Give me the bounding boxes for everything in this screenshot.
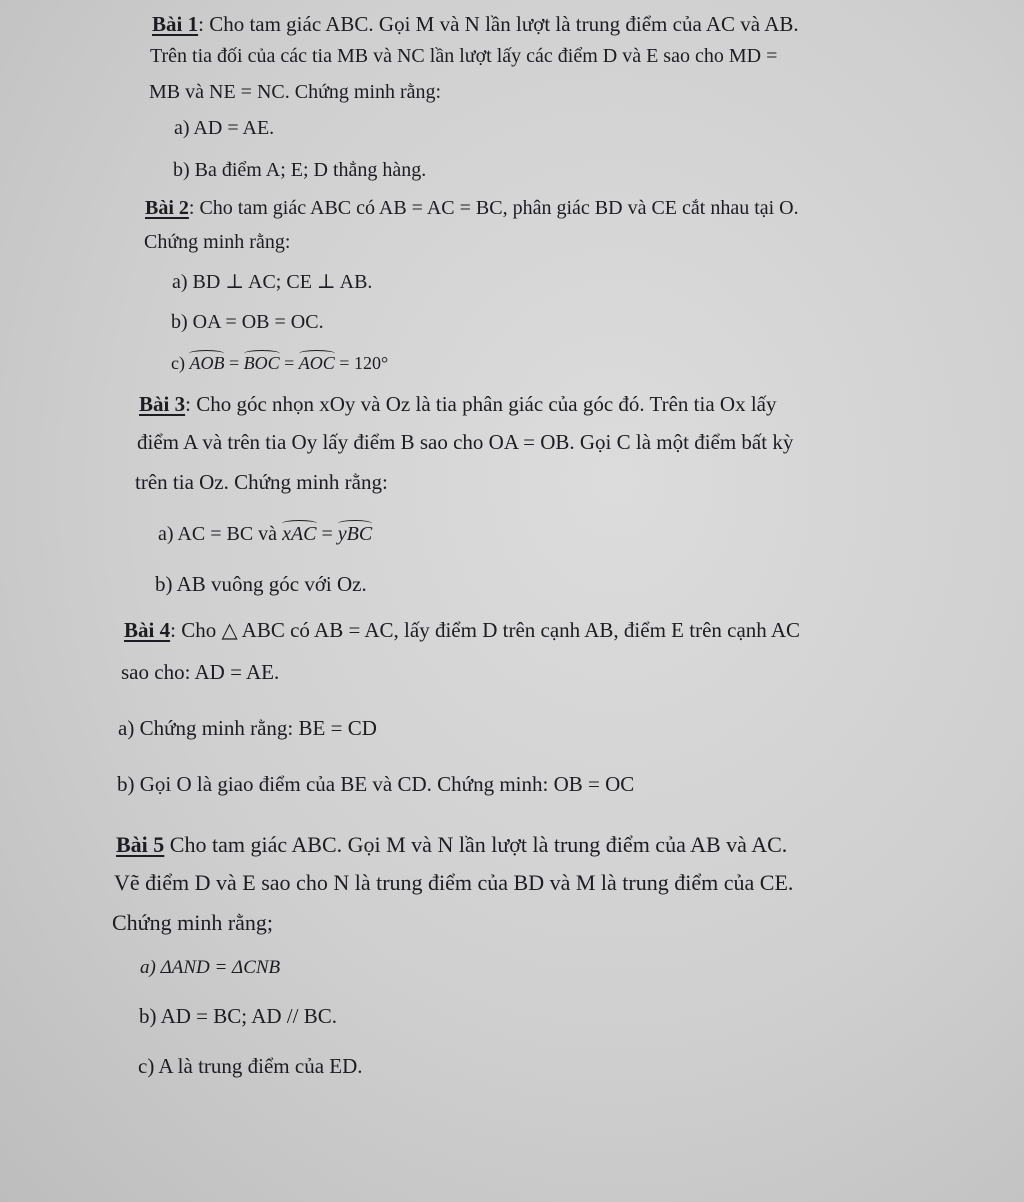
bai-2-line-2: Chứng minh rằng: [144,231,291,253]
bai-1-item-a: a) AD = AE. [174,117,275,139]
bai-3-line-1: Bài 3: Cho góc nhọn xOy và Oz là tia phân giác của góc đó. Trên tia Ox lấy [139,392,777,416]
angle-xac: xAC [282,523,317,545]
bai-5-item-a: a) ΔAND = ΔCNB [140,957,281,978]
bai-5-item-c: c) A là trung điểm của ED. [138,1054,363,1078]
bai-5-label: Bài 5 [116,832,165,857]
bai-5-line-3: Chứng minh rằng; [112,910,274,935]
bai-4-line-2: sao cho: AD = AE. [121,660,280,684]
bai-3-line-3: trên tia Oz. Chứng minh rằng: [135,470,388,494]
bai-4-line-1: Bài 4: Cho △ ABC có AB = AC, lấy điểm D trên cạnh AB, điểm E trên cạnh AC [124,618,801,642]
bai-2-item-a: a) BD ⊥ AC; CE ⊥ AB. [172,271,373,293]
bai-5-line-2: Vẽ điểm D và E sao cho N là trung điểm của BD và M là trung điểm của CE. [114,870,794,895]
bai-2-item-c: c) AOB = BOC = AOC = 120° [171,353,389,373]
bai-2-label: Bài 2 [145,197,189,219]
bai-1-label: Bài 1 [152,12,199,36]
bai-1-line-1: Bài 1: Cho tam giác ABC. Gọi M và N lần lượt là trung điểm của AC và AB. [152,12,799,36]
bai-3-label: Bài 3 [139,392,186,416]
bai-4-item-a: a) Chứng minh rằng: BE = CD [118,716,377,740]
bai-5-item-b: b) AD = BC; AD // BC. [139,1004,337,1028]
bai-3-line-2: điểm A và trên tia Oy lấy điểm B sao cho OA = OB. Gọi C là một điểm bất kỳ [137,430,794,454]
angle-ybc: yBC [337,523,373,545]
bai-2-item-b: b) OA = OB = OC. [171,311,324,333]
bai-1-line-3: MB và NE = NC. Chứng minh rằng: [149,81,442,103]
angle-aob: AOB [189,353,225,373]
bai-5-line-1: Bài 5 Cho tam giác ABC. Gọi M và N lần lượt là trung điểm của AB và AC. [116,832,788,857]
bai-2-line-1: Bài 2: Cho tam giác ABC có AB = AC = BC, phân giác BD và CE cắt nhau tại O. [145,197,799,219]
bai-1-line-2: Trên tia đối của các tia MB và NC lần lượt lấy các điểm D và E sao cho MD = [150,45,778,67]
bai-4-label: Bài 4 [124,618,171,642]
bai-4-item-b: b) Gọi O là giao điểm của BE và CD. Chứng minh: OB = OC [117,772,635,796]
angle-aoc: AOC [298,353,335,373]
angle-boc: BOC [243,353,280,373]
bai-1-item-b: b) Ba điểm A; E; D thẳng hàng. [173,159,427,181]
bai-3-item-a: a) AC = BC và xAC = yBC [158,523,373,545]
bai-3-item-b: b) AB vuông góc với Oz. [155,572,367,596]
